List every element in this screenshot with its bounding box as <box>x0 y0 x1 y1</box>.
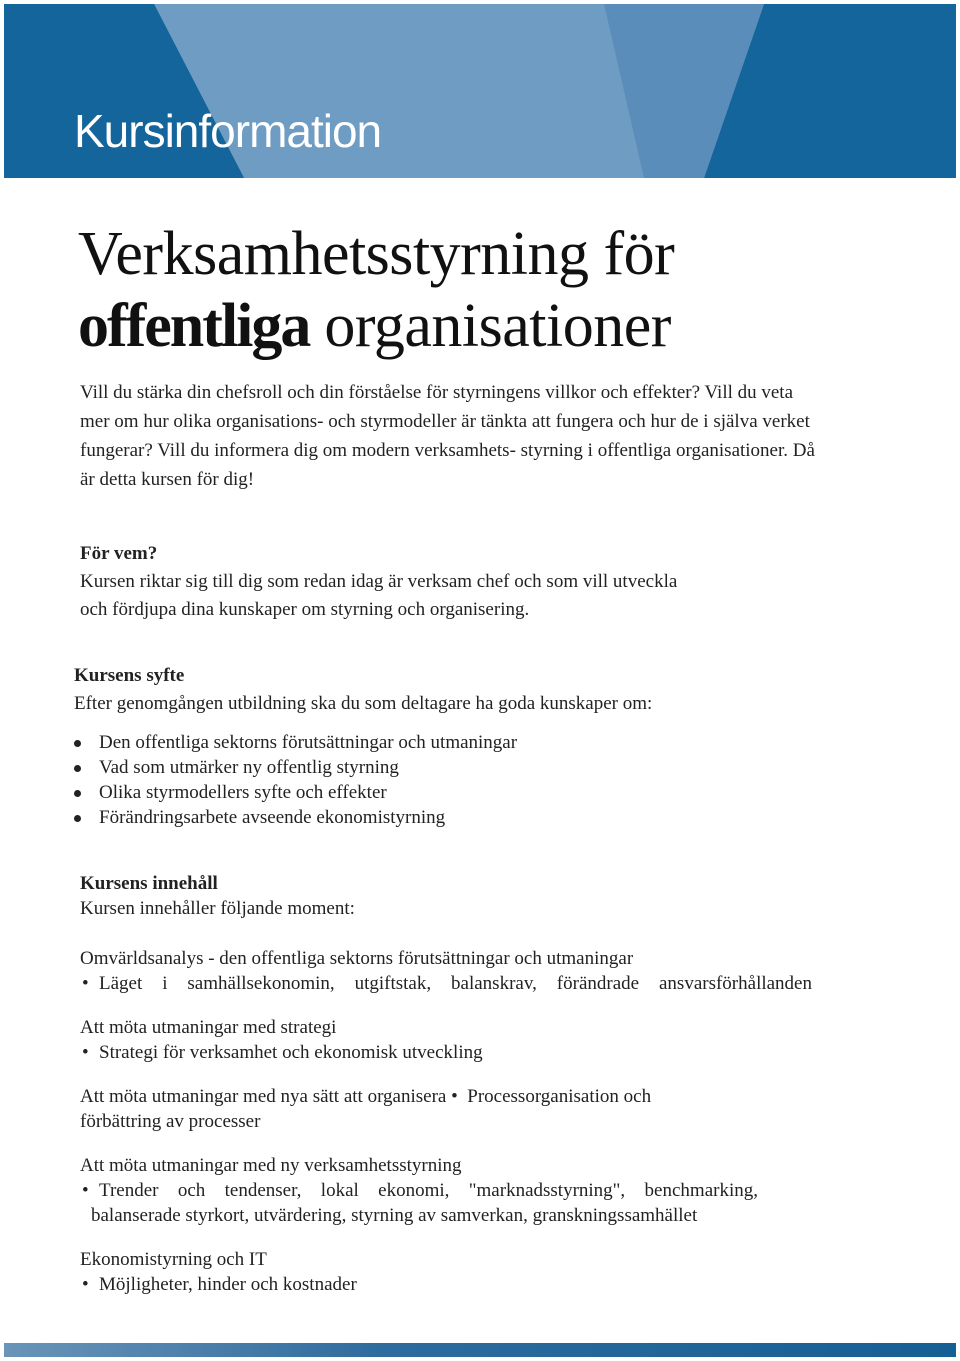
content-bullet <box>80 1272 840 1297</box>
content-bullet-text: Möjligheter, hinder och kostnader <box>99 1274 357 1295</box>
content-block-4 <box>80 1153 840 1228</box>
content-bullet-text: Strategi för verksamhet och ekonomisk utveckling <box>99 1042 483 1063</box>
content-block-title: Att möta utmaningar med nya sätt att organisera <box>80 1086 447 1107</box>
list-item: Förändringsarbete avseende ekonomistyrning <box>74 805 834 830</box>
content-block-2 <box>80 1015 840 1065</box>
content-continuation: balanserade styrkort, utvärdering, styrning av samverkan, granskningssamhället <box>91 1205 698 1226</box>
document-title <box>78 218 674 362</box>
content-block-title: Att möta utmaningar med ny verksamhetsstyrning <box>80 1155 462 1176</box>
bullet-icon: • <box>82 1274 89 1295</box>
content-block-1 <box>80 946 840 996</box>
content-bullet-text: Läget i samhällsekonomin, utgiftstak, balanskrav, förändrade ansvarsförhållanden <box>99 973 812 994</box>
bullet-icon: • <box>82 973 89 994</box>
footer-bar <box>4 1343 956 1357</box>
content-block-3 <box>80 1084 840 1134</box>
syfte-heading: Kursens syfte <box>74 665 185 686</box>
innehall-heading: Kursens innehåll <box>80 873 218 894</box>
content-bullet-text: Processorganisation och <box>467 1086 652 1107</box>
syfte-list <box>74 730 834 830</box>
content-continuation: förbättring av processer <box>80 1111 261 1132</box>
content-bullet-text: Trender och tendenser, lokal ekonomi, "marknadsstyrning", benchmarking, <box>99 1180 758 1201</box>
title-line-2-rest: organisationer <box>309 292 671 360</box>
syfte-lead: Efter genomgången utbildning ska du som deltagare ha goda kunskaper om: <box>74 693 653 714</box>
innehall-lead: Kursen innehåller följande moment: <box>80 898 355 919</box>
for-vem-heading: För vem? <box>80 543 158 564</box>
content-block-title-line <box>80 1084 840 1109</box>
content-bullet <box>80 1040 840 1065</box>
list-item: Den offentliga sektorns förutsättningar och utmaningar <box>74 730 834 755</box>
section-for-vem <box>80 540 840 624</box>
title-bold-word: offentliga <box>78 292 310 360</box>
bullet-icon: • <box>451 1086 458 1107</box>
list-item: Vad som utmärker ny offentlig styrning <box>74 755 834 780</box>
for-vem-line-2: och fördjupa dina kunskaper om styrning och organisering. <box>80 599 530 620</box>
content-bullet <box>80 971 812 996</box>
bullet-icon: • <box>82 1042 89 1063</box>
section-innehall <box>80 871 840 921</box>
list-item: Olika styrmodellers syfte och effekter <box>74 780 834 805</box>
content-block-title: Att möta utmaningar med strategi <box>80 1017 337 1038</box>
content-block-5 <box>80 1247 840 1297</box>
content-block-title: Ekonomistyrning och IT <box>80 1249 267 1270</box>
content-block-title: Omvärldsanalys - den offentliga sektorns förutsättningar och utmaningar <box>80 948 634 969</box>
title-line-1: Verksamhetsstyrning för <box>78 220 675 288</box>
intro-paragraph: Vill du stärka din chefsroll och din förståelse för styrningens villkor och effekter? Vill du veta mer om hur olika organisations- och styrmodeller är tänkta att fungera och hur de i själva verket fungerar? Vill du informera dig om modern verksamhets- styrning i offentliga organisationer. Då är detta kursen för dig! <box>80 382 815 490</box>
section-syfte <box>74 662 854 718</box>
banner-title: Kursinformation <box>74 105 382 157</box>
for-vem-line-1: Kursen riktar sig till dig som redan idag är verksam chef och som vill utveckla <box>80 571 678 592</box>
bullet-icon: • <box>82 1180 89 1201</box>
content-bullet <box>80 1178 758 1203</box>
header-banner <box>4 4 956 178</box>
